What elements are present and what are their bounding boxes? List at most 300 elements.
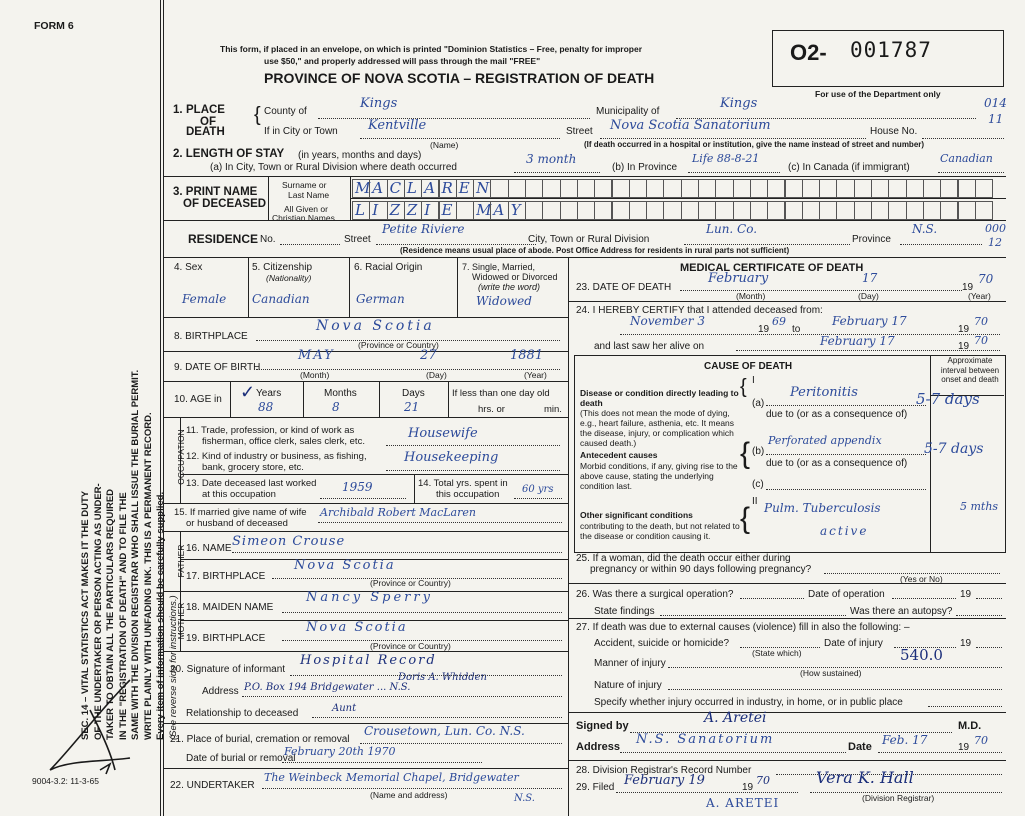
due-to-label-b: due to (or as a consequence of) [766,458,908,469]
given-cell [560,201,578,220]
given-letter: E [441,201,453,219]
mother-birthplace-caption: (Province or Country) [370,641,451,651]
surname-cell [525,179,543,198]
given-cell [975,201,993,220]
cause-title: CAUSE OF DEATH [704,361,793,372]
lastsaw-year-prefix: 19 [958,341,970,352]
other-value: Pulm. Tuberculosis [764,501,881,515]
surname-cell [854,179,872,198]
surname-cell [629,179,647,198]
other-label: Other significant conditions [580,510,693,520]
trade-value: Housewife [408,426,478,441]
cause-b-label: (b) [752,446,765,457]
residence-street-value: Petite Riviere [382,222,465,236]
residence-note: (Residence means usual place of abode. Post Office Address for residents in rural parts not sufficient) [400,246,790,255]
filed-value: February 19 [624,773,705,788]
given-letter: Z [406,201,418,219]
given-cell [629,201,647,220]
injury-year-prefix: 19 [960,638,972,649]
print-code: 9004-3.2: 11-3-65 [32,776,99,786]
part-1-label: I [752,375,755,386]
residence-division-label: City, Town or Rural Division [528,234,650,245]
surname-cell [975,179,993,198]
given-cell [733,201,751,220]
birthplace-caption: (Province or Country) [358,340,439,350]
form-number: FORM 6 [34,20,74,32]
signed-address-label: Address [576,741,621,753]
father-name-value: Simeon Crouse [232,534,346,549]
nature-label: Nature of injury [594,680,662,691]
sustained-caption: (How sustained) [800,668,862,678]
antecedent-note: Morbid conditions, if any, giving rise to the above cause, stating the underlying condition last. [580,461,738,491]
marital-label-2: Widowed or Divorced [472,272,558,282]
given-cell [387,201,405,220]
dob-month-caption: (Month) [300,370,330,380]
lastsaw-label: and last saw her alive on [594,341,705,352]
undertaker-label: 22. UNDERTAKER [170,780,255,791]
signed-date-year: 70 [974,734,988,747]
stay-c-value: Canadian [940,152,993,165]
brace-a: { [740,376,747,398]
mother-birthplace-label: 19. BIRTHPLACE [186,633,266,644]
surname-cell [888,179,906,198]
given-cell [646,201,664,220]
death-date-month: February [708,271,769,286]
lastsaw-year: 70 [974,334,988,347]
residence-division-value: Lun. Co. [706,222,758,236]
surname-cell [490,179,508,198]
antecedent-label: Antecedent causes [580,450,658,460]
md-label: M.D. [958,720,982,732]
registration-prefix: O2- [790,40,827,65]
sex-label: 4. Sex [174,262,203,273]
age-days-value: 21 [404,400,420,414]
manner-code: 540.0 [900,646,943,664]
city-label: If in City or Town [264,126,338,137]
residence-province-label: Province [852,234,891,245]
given-cell [473,201,491,220]
disease-label: Disease or condition directly leading to death [580,388,739,408]
surname-cell [715,179,733,198]
age-label: 10. AGE in [174,394,222,405]
attended-from-value: November 3 [630,314,705,328]
given-letter: Y [510,201,521,219]
given-cell [404,201,422,220]
external-label: 27. If death was due to external causes (violence) fill in also the following: – [576,622,910,633]
given-cell [750,201,768,220]
dept-code-1: 014 [984,96,1007,110]
margin-line-7: Every item of information should be carefully supplied. [155,491,166,740]
father-birthplace-value: Nova Scotia [294,558,396,573]
given-cell [940,201,958,220]
city-name-caption: (Name) [430,140,459,150]
death-date-year-prefix: 19 [962,282,974,293]
residence-province-value: N.S. [912,222,938,236]
margin-line-6: WRITE PLAINLY WITH UNFADING INK. THIS IS A PERMANENT RECORD. [142,412,154,740]
notice-line-2: use $50," and properly addressed will pass through the mail "FREE" [264,56,541,66]
given-cell [594,201,612,220]
given-cell [715,201,733,220]
informant-relationship-value: Aunt [332,703,357,714]
mother-birthplace-value: Nova Scotia [306,620,408,635]
given-cell [923,201,941,220]
surname-cell [577,179,595,198]
city-value: Kentville [368,118,427,133]
stay-label: 2. LENGTH OF STAY [173,148,285,160]
dob-year-caption: (Year) [524,370,547,380]
surname-letter: L [406,179,417,197]
surname-cell [352,179,370,198]
surname-letter: E [458,179,470,197]
place-label-death: DEATH [186,126,225,138]
county-label: County of [264,106,307,117]
death-date-label: 23. DATE OF DEATH [576,282,672,293]
findings-label: State findings [594,606,655,617]
stay-c-label: (c) In Canada (if immigrant) [788,162,910,173]
death-date-year: 70 [978,272,994,286]
stay-a-label: (a) In City, Town or Rural Division where death occurred [210,162,457,173]
surname-cell [940,179,958,198]
mother-maiden-value: Nancy Sperry [306,590,433,605]
surname-cell [473,179,491,198]
signed-date-value: Feb. 17 [882,733,928,747]
surname-cell [871,179,889,198]
residence-label: RESIDENCE [188,232,259,246]
marital-label-1: 7. Single, Married, [462,262,536,272]
registrar-signature: Vera K. Hall [816,768,914,787]
surname-cell [698,179,716,198]
registration-number: 001787 [850,38,932,62]
given-cell [698,201,716,220]
notice-line-1: This form, if placed in an envelope, on which is printed "Dominion Statistics – Free, penalty for improper [220,44,643,54]
due-to-label-a: due to (or as a consequence of) [766,409,908,420]
other-interval: 5 mths [960,500,999,513]
undertaker-caption: (Name and address) [370,790,448,800]
given-cell [663,201,681,220]
filed-year-prefix: 19 [742,782,754,793]
dob-year: 1881 [510,348,544,363]
woman-label-1: 25. If a woman, did the death occur either during [576,553,791,564]
surname-letter: M [355,179,371,197]
dept-code-3: 000 [985,222,1006,235]
municipality-value: Kings [720,96,758,111]
surname-letter: N [476,179,490,197]
injury-date-label: Date of injury [824,638,883,649]
informant-sig-label: 20. Signature of informant [170,664,286,675]
death-year-caption: (Year) [968,291,991,301]
father-name-label: 16. NAME [186,543,232,554]
manner-label: Manner of injury [594,658,666,669]
undertaker-value-2: N.S. [514,793,535,804]
woman-caption: (Yes or No) [900,574,943,584]
surname-cell [369,179,387,198]
attended-to-value: February 17 [832,314,907,328]
death-date-day: 17 [862,271,878,285]
age-hrs-label: hrs. or [478,404,505,415]
other-note: contributing to the death, but not related to the disease or condition causing it. [580,521,740,541]
cause-b-value: Perforated appendix [768,434,882,447]
street-label: Street [566,126,593,137]
surname-cell [456,179,474,198]
given-cell [888,201,906,220]
dob-day-caption: (Day) [426,370,447,380]
cause-a-label: (a) [752,398,765,409]
informant-sig-value-2: Doris A. Whidden [398,672,487,683]
given-label-1: All Given or [284,204,328,214]
racial-value: German [356,292,405,306]
margin-line-4: IN THE "REGISTRATION OF DEATH" AND TO FILE THE [117,492,129,740]
place-note: (If death occurred in a hospital or institution, give the name instead of street and number) [584,140,925,149]
given-label-2: Christian Names [272,213,335,223]
spouse-label-2: or husband of deceased [186,518,288,529]
residence-no-label: No. [260,234,276,245]
age-min-label: min. [544,404,562,415]
given-letter: A [493,201,505,219]
dept-code-2: 11 [988,112,1004,126]
disease-note: (This does not mean the mode of dying, e.g., heart failure, asthenia, etc. It means the disease, injury, or complication which caused death.) [580,408,735,448]
given-letter: I [372,201,379,219]
undertaker-value: The Weinbeck Memorial Chapel, Bridgewater [264,771,519,784]
given-cell [490,201,508,220]
stay-a-value: 3 month [526,152,577,166]
given-cell [767,201,785,220]
cause-c-label: (c) [752,479,764,490]
filed-year: 70 [756,774,770,787]
attended-to-year: 70 [974,315,988,328]
given-cell [854,201,872,220]
cause-a-value: Peritonitis [790,385,858,400]
surname-cell [646,179,664,198]
county-value: Kings [360,96,398,111]
form-title: PROVINCE OF NOVA SCOTIA – REGISTRATION OF DEATH [264,70,655,86]
given-cell [542,201,560,220]
signed-label: Signed by [576,720,629,732]
given-cell [421,201,439,220]
given-cell [525,201,543,220]
given-cell [612,201,630,220]
print-name-label: 3. PRINT NAME [173,186,258,198]
burial-place-value: Crousetown, Lun. Co. N.S. [364,724,525,738]
citizenship-sub: (Nationality) [266,273,312,283]
brace-other: { [740,502,751,535]
margin-line-8: (See reverse side for instructions.) [167,595,179,740]
woman-label-2: pregnancy or within 90 days following pregnancy? [590,564,812,575]
given-letter: Z [389,201,401,219]
certify-label: 24. I HEREBY CERTIFY that I attended deceased from: [576,305,823,316]
given-cell [871,201,889,220]
surname-cell [439,179,457,198]
total-value: 60 yrs [522,484,554,495]
state-which-caption: (State which) [752,648,802,658]
given-cell [369,201,387,220]
total-label-2: this occupation [436,489,500,500]
age-lessday-label: If less than one day old [452,388,550,399]
signed-value: A. Aretei [704,710,767,726]
dept-only-caption: For use of the Department only [815,89,941,99]
burial-place-label: 21. Place of burial, cremation or removal [170,734,350,745]
age-checkmark: ✓ [240,382,256,402]
dept-code-4: 12 [988,236,1002,249]
operation-date-label: Date of operation [808,589,885,600]
house-label: House No. [870,126,918,137]
accident-label: Accident, suicide or homicide? [594,638,730,649]
age-days-label: Days [402,388,425,399]
given-cell [508,201,526,220]
racial-label: 6. Racial Origin [354,262,423,273]
cause-a-interval: 5-7 days [916,390,980,408]
surname-letter: R [441,179,453,197]
margin-instructions [80,180,180,740]
surname-cell [560,179,578,198]
trade-label-2: fisherman, office clerk, sales clerk, etc. [202,436,365,447]
surname-cell [542,179,560,198]
dob-day: 27 [420,348,437,363]
informant-sig-value: Hospital Record [300,653,437,668]
informant-address-label: Address [202,686,239,697]
marital-value: Widowed [476,294,532,308]
signed-date-label: Date [848,741,872,753]
surname-letter: A [372,179,384,197]
attended-to-year-prefix: 19 [958,324,970,335]
street-value: Nova Scotia Sanatorium [610,118,771,133]
age-months-value: 8 [332,400,340,414]
informant-relationship-label: Relationship to deceased [186,708,299,719]
surname-cell [802,179,820,198]
surgical-label: 26. Was there a surgical operation? [576,589,734,600]
given-cell [906,201,924,220]
surname-cell [819,179,837,198]
citizenship-label: 5. Citizenship [252,262,313,273]
signed-date-year-prefix: 19 [958,742,970,753]
surname-label-1: Surname or [282,180,327,190]
lastworked-label-1: 13. Date deceased last worked [186,478,317,489]
father-birthplace-caption: (Province or Country) [370,578,451,588]
birthplace-value: Nova Scotia [316,318,435,334]
industry-value: Housekeeping [404,450,499,465]
sex-value: Female [182,292,227,306]
surname-cell [733,179,751,198]
given-cell [958,201,976,220]
surname-letter: A [424,179,436,197]
residence-street-label: Street [344,234,371,245]
dob-label: 9. DATE OF BIRTH [174,362,261,373]
total-label-1: 14. Total yrs. spent in [418,478,508,489]
cause-b-interval: 5-7 days [924,441,984,457]
marital-sub: (write the word) [478,282,541,292]
surname-cell [508,179,526,198]
mother-side-label: MOTHER [176,602,186,640]
brace-b: { [740,437,751,470]
given-letter: L [355,201,365,219]
surname-cell [750,179,768,198]
given-letter: M [476,201,492,219]
industry-label-1: 12. Kind of industry or business, as fishing, [186,451,367,462]
place-label-num: 1. [173,104,183,116]
given-cell [802,201,820,220]
municipality-label: Municipality of [596,106,660,117]
age-years-label: Years [256,388,282,399]
interval-header: Approximate interval between onset and death [940,356,1000,384]
given-cell [836,201,854,220]
birthplace-label: 8. BIRTHPLACE [174,331,248,342]
surname-cell [612,179,630,198]
stay-b-value: Life 88-8-21 [692,152,760,165]
surname-cell [681,179,699,198]
margin-line-5: SAME WITH THE DIVISION REGISTRAR WHO SHALL ISSUE THE BURIAL PERMIT. [130,369,141,740]
informant-address-value: P.O. Box 194 Bridgewater ... N.S. [244,682,411,693]
lastsaw-value: February 17 [820,334,895,348]
burial-date-label: Date of burial or removal [186,753,296,764]
printed-physician-name: A. ARETEI [706,796,780,810]
signed-address-value: N.S. Sanatorium [636,732,775,747]
surname-cell [785,179,803,198]
surname-cell [387,179,405,198]
registrar-record-label: 28. Division Registrar's Record Number [576,765,752,776]
given-cell [577,201,595,220]
surname-label-2: Last Name [288,190,330,200]
dob-month: MAY [298,348,335,363]
industry-label-2: bank, grocery store, etc. [202,462,304,473]
place-brace: { [254,104,261,126]
print-name-label-2: OF DECEASED [183,198,267,210]
given-cell [681,201,699,220]
medical-title: MEDICAL CERTIFICATE OF DEATH [680,262,864,274]
stay-b-label: (b) In Province [612,162,678,173]
surname-cell [958,179,976,198]
stay-label-sub: (in years, months and days) [298,150,422,161]
attended-from-year: 69 [772,315,786,328]
margin-signature-scribble [30,670,155,790]
surname-cell [767,179,785,198]
trade-label-1: 11. Trade, profession, or kind of work as [186,425,355,436]
age-months-label: Months [324,388,357,399]
margin-line-2: OF THE UNDERTAKER OR PERSON ACTING AS UNDER- [92,483,104,740]
mother-maiden-label: 18. MAIDEN NAME [186,602,274,613]
father-side-label: FATHER [176,544,186,578]
surname-cell [594,179,612,198]
margin-line-3: TAKER TO OBTAIN ALL THE PARTICULARS REQUIRED [105,488,116,740]
autopsy-label: Was there an autopsy? [850,606,953,617]
surname-cell [923,179,941,198]
lastworked-label-2: at this occupation [202,489,276,500]
given-letter: I [424,201,431,219]
attended-from-year-prefix: 19 [758,324,770,335]
burial-date-value: February 20th 1970 [284,745,396,758]
lastworked-value: 1959 [342,480,373,494]
death-month-caption: (Month) [736,291,766,301]
operation-year-prefix: 19 [960,589,972,600]
surname-cell [404,179,422,198]
spouse-value: Archibald Robert MacLaren [320,506,476,519]
death-day-caption: (Day) [858,291,879,301]
spouse-label-1: 15. If married give name of wife [174,507,307,518]
given-cell [819,201,837,220]
filed-label: 29. Filed [576,782,615,793]
age-years-value: 88 [258,400,274,414]
surname-letter: C [389,179,402,197]
occupation-side-label: OCCUPATION [176,429,186,485]
surname-cell [663,179,681,198]
given-cell [352,201,370,220]
margin-line-1: SEC. 14 – VITAL STATISTICS ACT MAKES IT THE DUTY [80,490,91,740]
citizenship-value: Canadian [252,292,310,306]
given-cell [439,201,457,220]
other-value-2: active [820,524,869,538]
place-label-of: OF [200,116,216,128]
industry-injury-label: Specify whether injury occurred in industry, in home, or in public place [594,697,903,708]
given-cell [456,201,474,220]
place-label: PLACE [186,104,225,116]
